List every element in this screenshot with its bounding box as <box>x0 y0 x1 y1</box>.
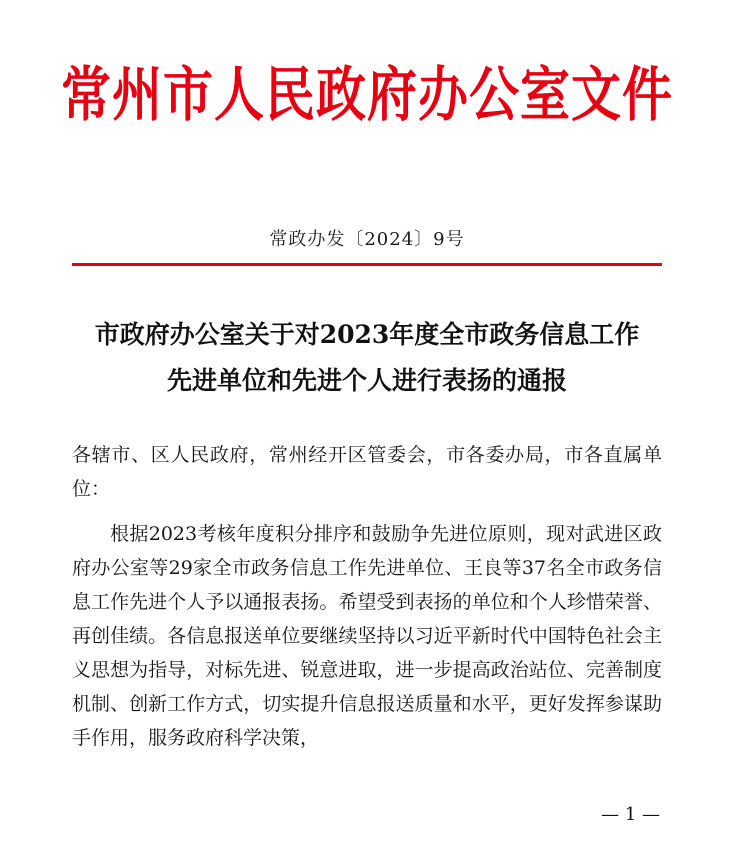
issuer-title: 常州市人民政府办公室文件 <box>61 59 673 130</box>
document-header <box>0 58 734 132</box>
document-title-line-1: 市政府办公室关于对2023年度全市政务信息工作 <box>94 320 640 349</box>
document-title-line-2: 先进单位和先进个人进行表扬的通报 <box>166 366 567 395</box>
page-number: — 1 — <box>601 804 660 825</box>
red-divider-line <box>72 263 662 266</box>
body-paragraph: 根据2023考核年度积分排序和鼓励争先进位原则，现对武进区政府办公室等29家全市政务信息工作先进单位、王良等37名全市政务信息工作先进个人予以通报表扬。希望受到表扬的单位和个人珍惜荣誉、再创佳绩。各信息报送单位要继续坚持以习近平新时代中国特色社会主义思想为指导，对标先进、锐意进取，进一步提高政治站位、完善制度机制、创新工作方式，切实提升信息报送质量和水平，更好发挥参谋助手作用，服务政府科学决策， <box>72 523 662 749</box>
document-number: 常政办发〔2024〕9号 <box>269 229 465 250</box>
document-title <box>60 312 674 404</box>
addressee-line: 各辖市、区人民政府，常州经开区管委会，市各委办局，市各直属单位： <box>72 444 662 500</box>
